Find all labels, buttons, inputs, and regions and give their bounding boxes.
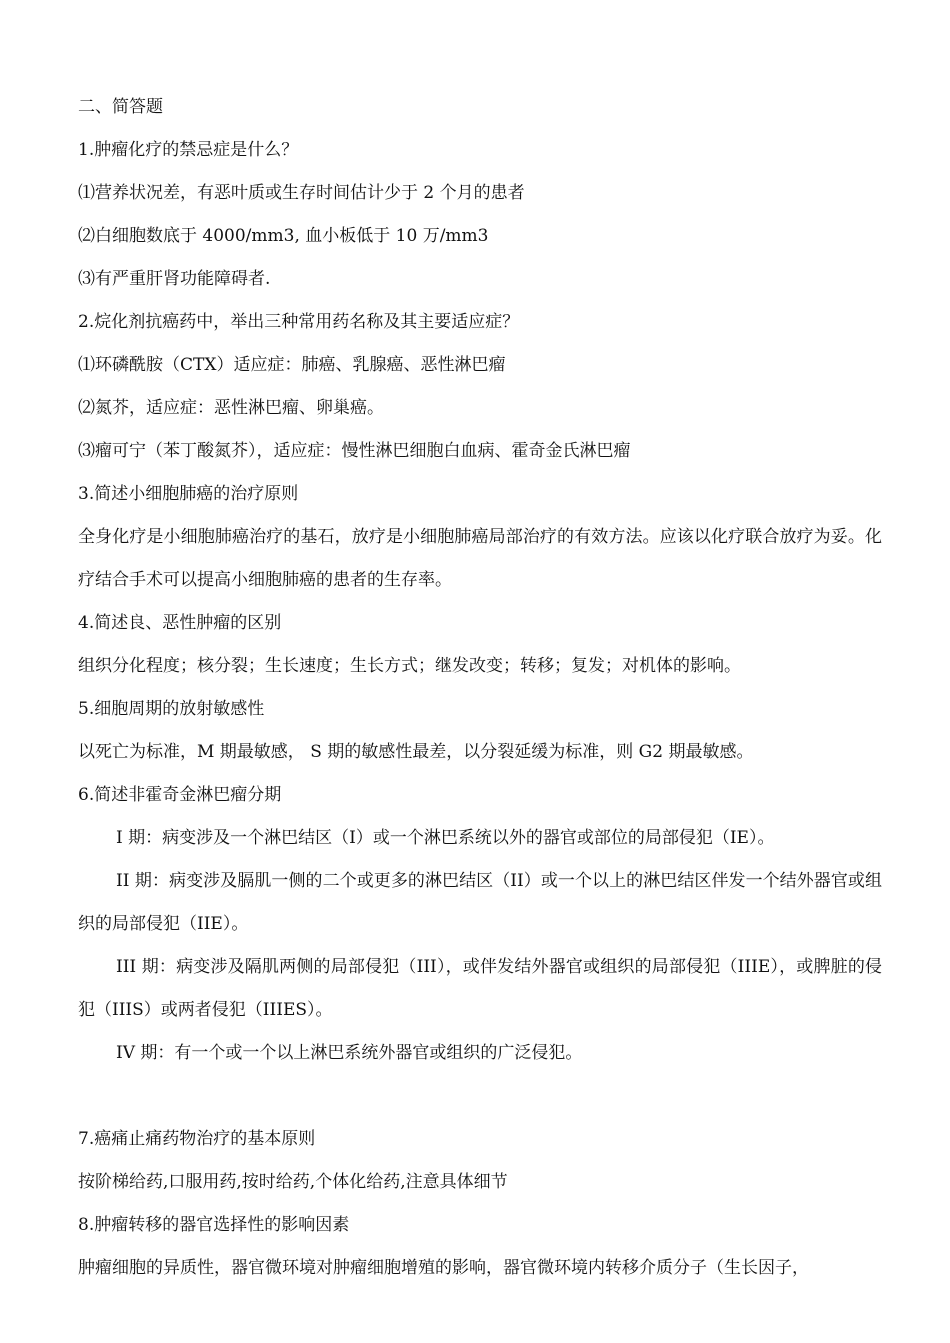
answer-7: 按阶梯给药,口服用药,按时给药,个体化给药,注意具体细节 <box>78 1172 508 1192</box>
answer-2-item-2: ⑵氮芥，适应症：恶性淋巴瘤、卵巢癌。 <box>78 398 384 418</box>
stage-2: II 期：病变涉及膈肌一侧的二个或更多的淋巴结区（II）或一个以上的淋巴结区伴发一个结外器官或组织的局部侵犯（IIE）。 <box>78 871 882 934</box>
blank-line <box>78 1075 882 1118</box>
answer-4: 组织分化程度；核分裂；生长速度；生长方式；继发改变；转移；复发；对机体的影响。 <box>78 656 741 676</box>
question-8: 8.肿瘤转移的器官选择性的影响因素 <box>78 1215 350 1235</box>
question-1: 1.肿瘤化疗的禁忌症是什么？ <box>78 140 299 160</box>
answer-2-item-3: ⑶瘤可宁（苯丁酸氮芥），适应症：慢性淋巴细胞白血病、霍奇金氏淋巴瘤 <box>78 441 631 461</box>
answer-1-item-1: ⑴营养状况差，有恶叶质或生存时间估计少于 2 个月的患者 <box>78 183 525 203</box>
answer-8: 肿瘤细胞的异质性，器官微环境对肿瘤细胞增殖的影响，器官微环境内转移介质分子（生长因子， <box>78 1258 809 1278</box>
question-6: 6.简述非霍奇金淋巴瘤分期 <box>78 785 282 805</box>
document-page <box>78 86 882 1290</box>
answer-1-item-2: ⑵白细胞数底于 4000/mm3, 血小板低于 10 万/mm3 <box>78 226 489 246</box>
stage-1: I 期：病变涉及一个淋巴结区（I）或一个淋巴系统以外的器官或部位的局部侵犯（IE）。 <box>116 828 775 848</box>
section-title: 二、简答题 <box>78 97 163 117</box>
answer-3: 全身化疗是小细胞肺癌治疗的基石，放疗是小细胞肺癌局部治疗的有效方法。应该以化疗联合放疗为妥。化疗结合手术可以提高小细胞肺癌的患者的生存率。 <box>78 527 882 590</box>
answer-2-item-1: ⑴环磷酰胺（CTX）适应症：肺癌、乳腺癌、恶性淋巴瘤 <box>78 355 506 375</box>
question-3: 3.简述小细胞肺癌的治疗原则 <box>78 484 299 504</box>
question-7: 7.癌痛止痛药物治疗的基本原则 <box>78 1129 316 1149</box>
question-4: 4.简述良、恶性肿瘤的区别 <box>78 613 282 633</box>
question-2: 2.烷化剂抗癌药中，举出三种常用药名称及其主要适应症？ <box>78 312 520 332</box>
answer-1-item-3: ⑶有严重肝肾功能障碍者. <box>78 269 271 289</box>
answer-5: 以死亡为标准，M 期最敏感， S 期的敏感性最差，以分裂延缓为标准，则 G2 期最敏感。 <box>78 742 754 762</box>
stage-3: III 期：病变涉及隔肌两侧的局部侵犯（III），或伴发结外器官或组织的局部侵犯（IIIE），或脾脏的侵犯（IIIS）或两者侵犯（IIIES）。 <box>78 957 882 1020</box>
question-5: 5.细胞周期的放射敏感性 <box>78 699 265 719</box>
stage-4: IV 期：有一个或一个以上淋巴系统外器官或组织的广泛侵犯。 <box>116 1043 583 1063</box>
